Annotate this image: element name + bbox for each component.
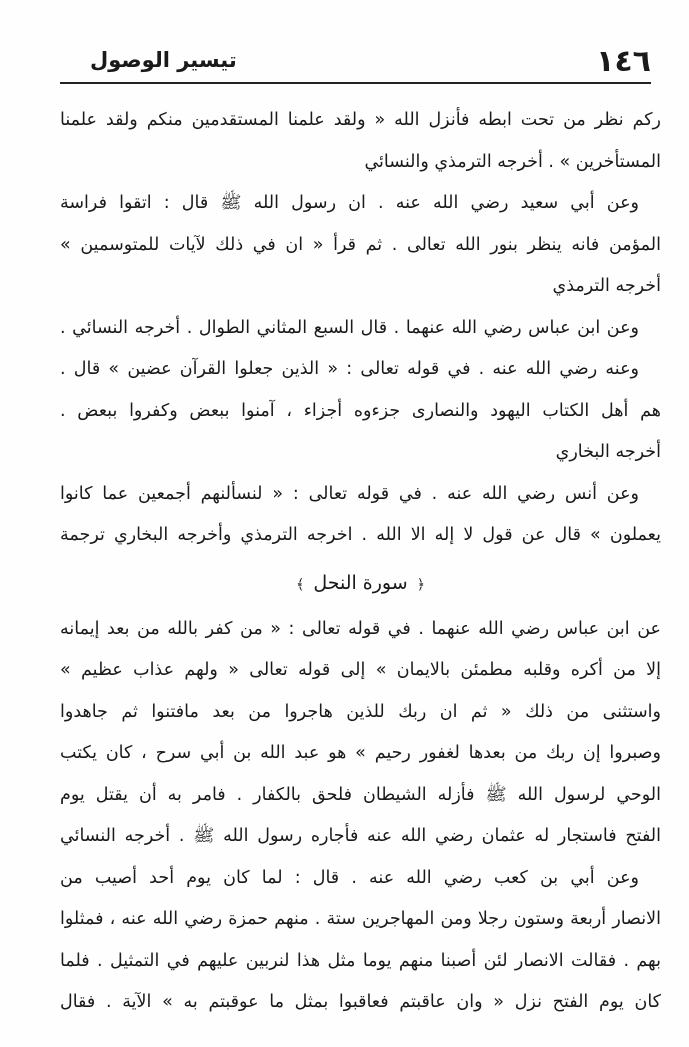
text-line: وعن أبي بن كعب رضي الله عنه . قال : لما كان يوم أحد أصيب من <box>60 867 639 888</box>
text-line: وعن أبي سعيد رضي الله عنه . ان رسول الله ﷺ قال : اتقوا فراسة <box>60 193 639 213</box>
text-line: كان يوم الفتح نزل « وان عاقبتم فعاقبوا بمثل ما عوقبتم به » الآية . فقال <box>60 992 661 1012</box>
text-line: أخرجه الترمذي <box>552 276 661 296</box>
surah-title: سورة النحل <box>313 571 408 594</box>
page-number: ١٤٦ <box>596 44 651 79</box>
text-line: ركم نظر من تحت ابطه فأنزل الله « ولقد علمنا المستقدمين منكم ولقد علمنا <box>60 110 661 130</box>
text-line: واستثنى من ذلك « ثم ان ربك للذين هاجروا من بعد مافتنوا ثم جاهدوا <box>60 701 661 722</box>
text-line: الفتح فاستجار له عثمان رضي الله عنه فأجاره رسول الله ﷺ . أخرجه النسائي <box>60 826 661 846</box>
surah-heading <box>60 557 661 609</box>
text-line: المستأخرين » . أخرجه الترمذي والنسائي <box>364 151 661 172</box>
text-line: بهم . فقالت الانصار لئن أصبنا منهم يوما مثل هذا لنربين عليهم في التمثيل . فلما <box>60 950 661 971</box>
text-line: الانصار أربعة وستون رجلا ومن المهاجرين ستة . منهم حمزة رضي الله عنه ، فمثلوا <box>60 909 661 929</box>
running-title: تيسير الوصول <box>90 48 237 72</box>
text-line: الوحي لرسول الله ﷺ فأزله الشيطان فلحق بالكفار . فامر به أن يقتل يوم <box>60 784 661 805</box>
body-text <box>60 100 661 1024</box>
text-line: وعن أنس رضي الله عنه . في قوله تعالى : « لنسألنهم أجمعين عما كانوا <box>60 483 639 504</box>
heading-ornament-left: ﴾ <box>296 576 305 593</box>
heading-ornament-right: ﴿ <box>416 576 425 593</box>
text-line: إلا من أكره وقلبه مطمئن بالايمان » إلى قوله تعالى « ولهم عذاب عظيم » <box>60 660 661 680</box>
text-line: المؤمن فانه ينظر بنور الله تعالى . ثم قرأ « ان في ذلك لآيات للمتوسمين » <box>60 234 661 255</box>
text-line: عن ابن عباس رضي الله عنهما . في قوله تعالى : « من كفر بالله من بعد إيمانه <box>60 618 661 639</box>
text-line: هم أهل الكتاب اليهود والنصارى جزءوه أجزاء ، آمنوا ببعض وكفروا ببعض . <box>60 400 661 421</box>
text-line: وعنه رضي الله عنه . في قوله تعالى : « الذين جعلوا القرآن عضين » قال . <box>60 359 639 379</box>
text-line: وصبروا إن ربك من بعدها لغفور رحيم » هو عبد الله بن أبي سرح ، كان يكتب <box>60 743 661 763</box>
text-line: أخرجه البخاري <box>555 442 661 462</box>
text-line: وعن ابن عباس رضي الله عنهما . قال السبع المثاني الطوال . أخرجه النسائي . <box>60 317 639 338</box>
page-header <box>60 38 651 82</box>
text-line: يعملون » قال عن قول لا إله الا الله . اخرجه الترمذي وأخرجه البخاري ترجمة <box>60 525 661 545</box>
header-rule <box>60 82 651 84</box>
